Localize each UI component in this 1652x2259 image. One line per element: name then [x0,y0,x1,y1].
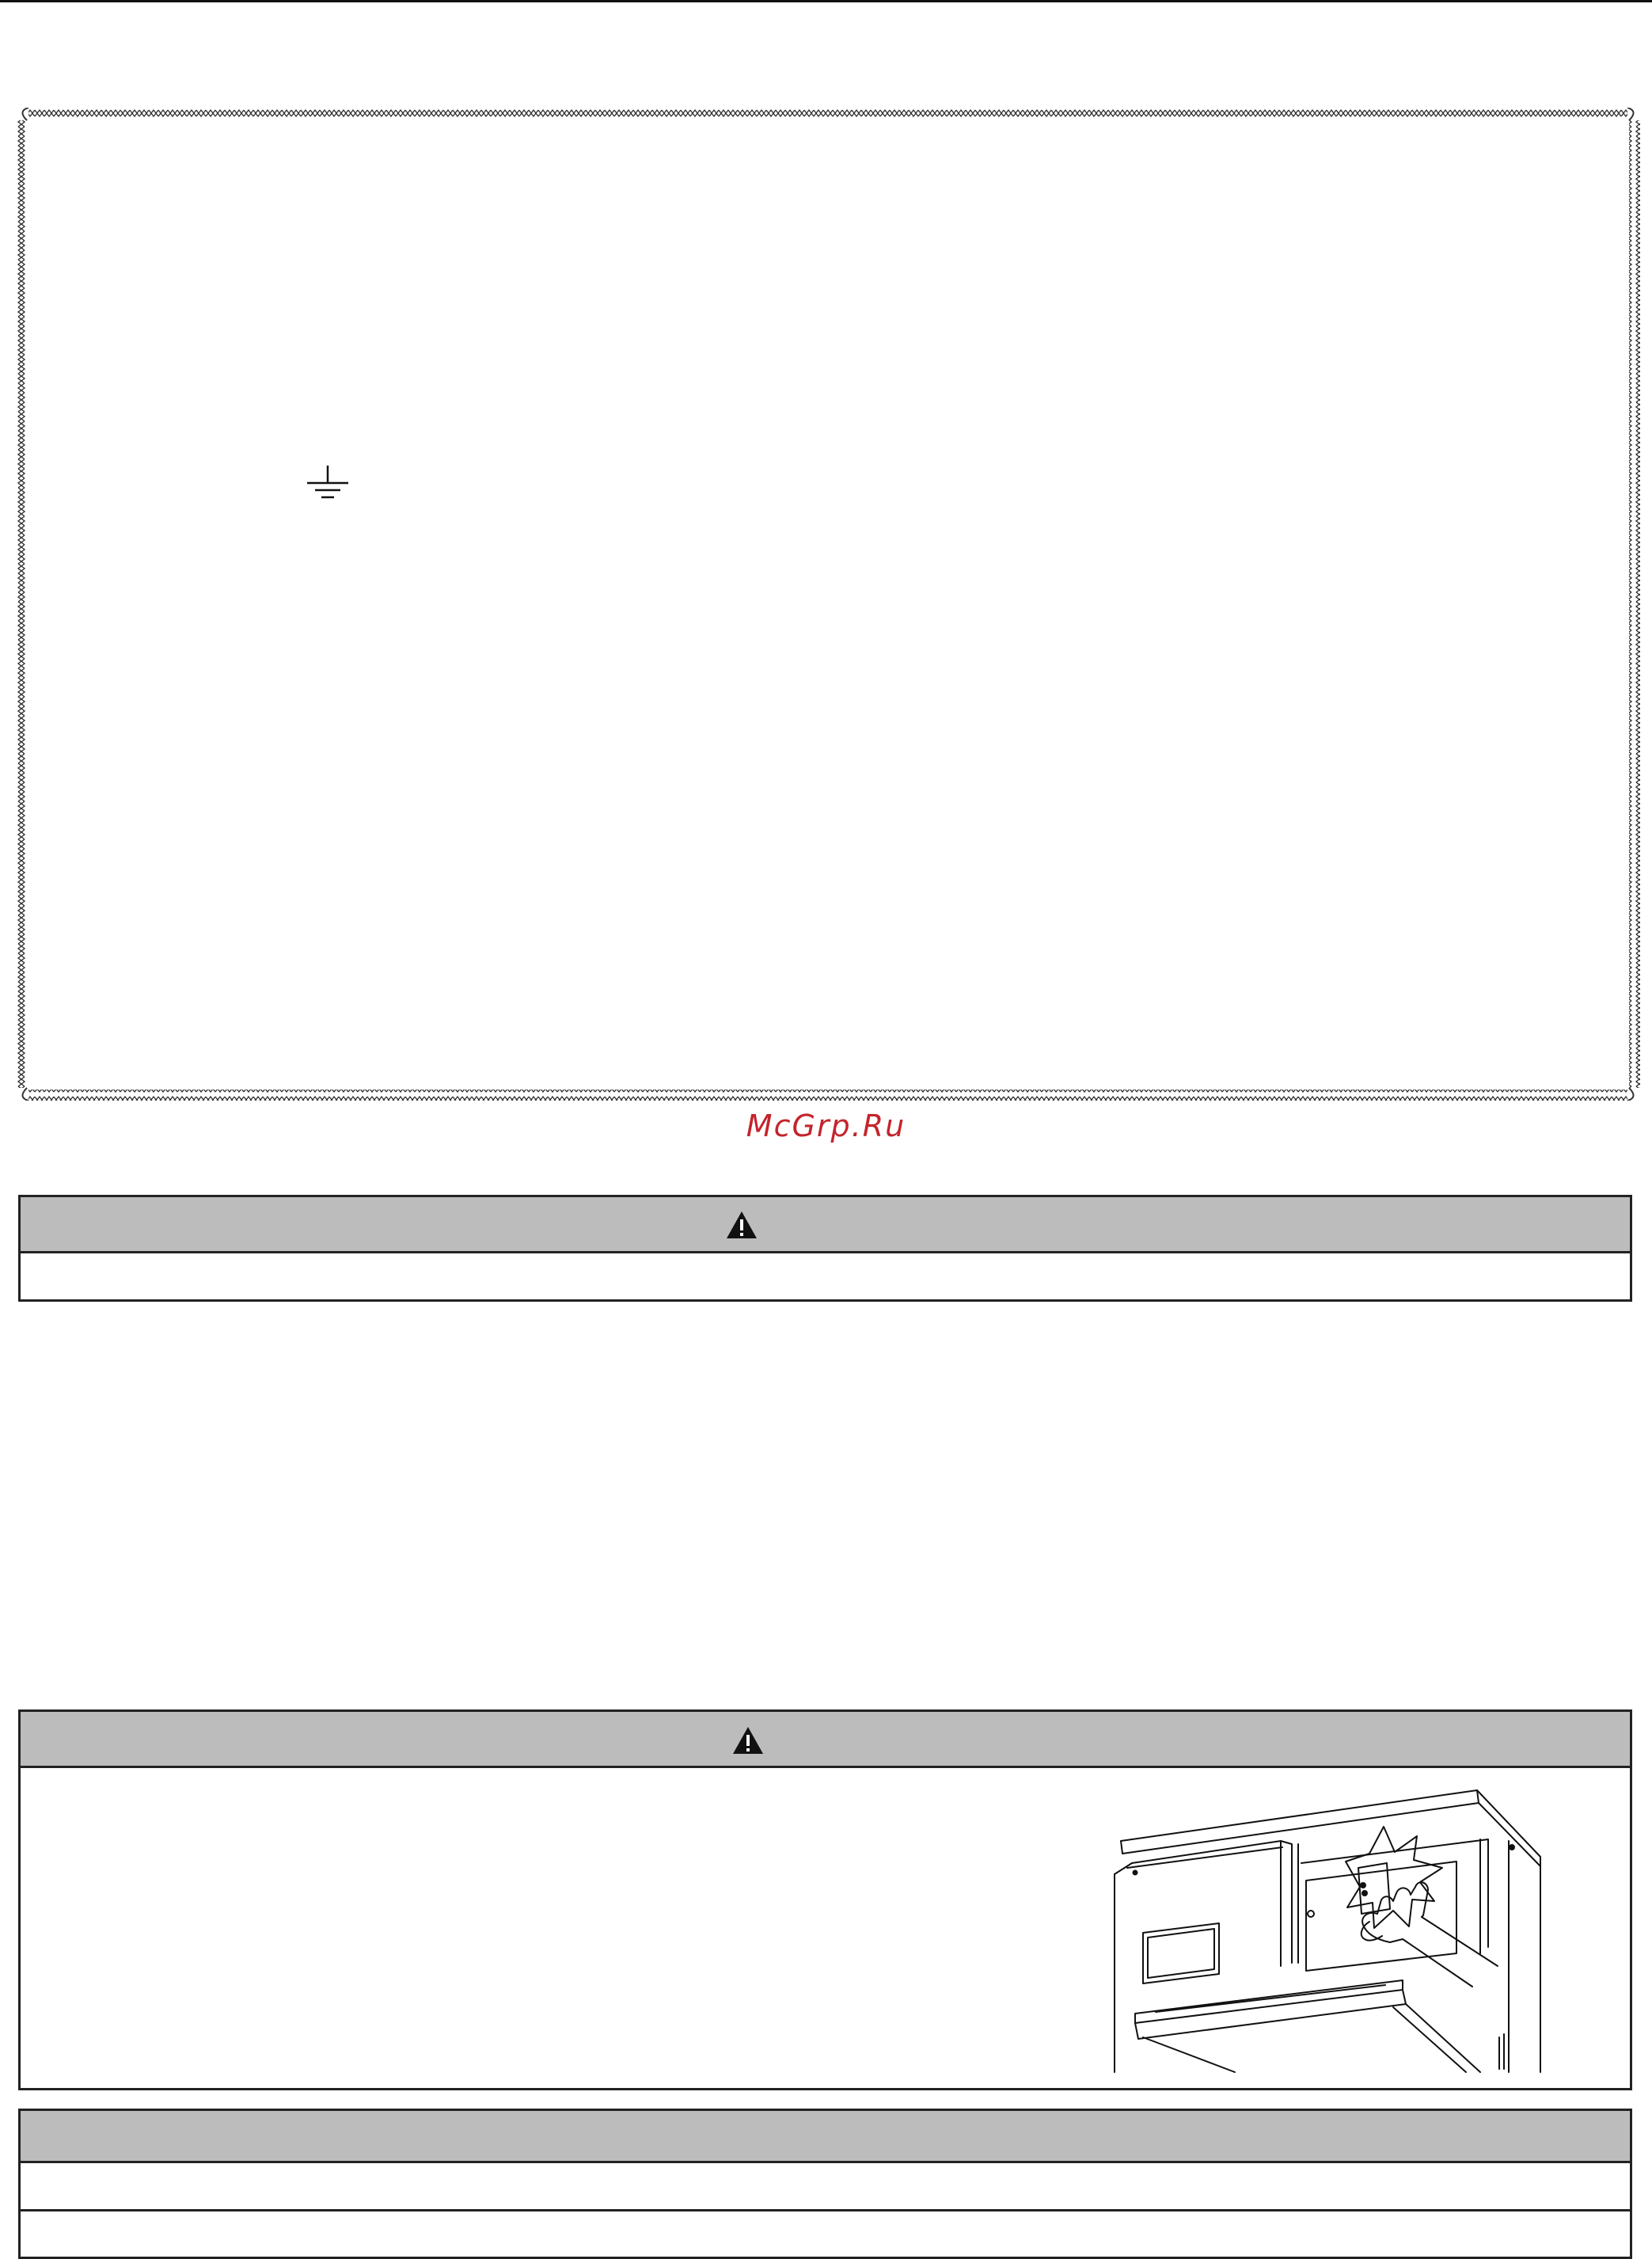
warning-triangle-icon [726,1211,758,1239]
warning-panel-header [21,1712,1630,1768]
table-row [21,2163,1630,2211]
warning-panel-1 [18,1195,1632,1302]
zigzag-frame [16,108,1640,1101]
top-rule [0,0,1652,2]
table-row [21,2211,1630,2257]
ground-icon [306,466,350,500]
warning-panel-body [21,1253,1630,1299]
warning-triangle-icon [732,1726,764,1755]
hand-pinched-in-drawer-illustration [1108,1784,1551,2074]
info-table-panel [18,2109,1632,2259]
watermark: McGrp.Ru [746,1109,906,1143]
warning-panel-header [21,1197,1630,1253]
table-header [21,2111,1630,2163]
